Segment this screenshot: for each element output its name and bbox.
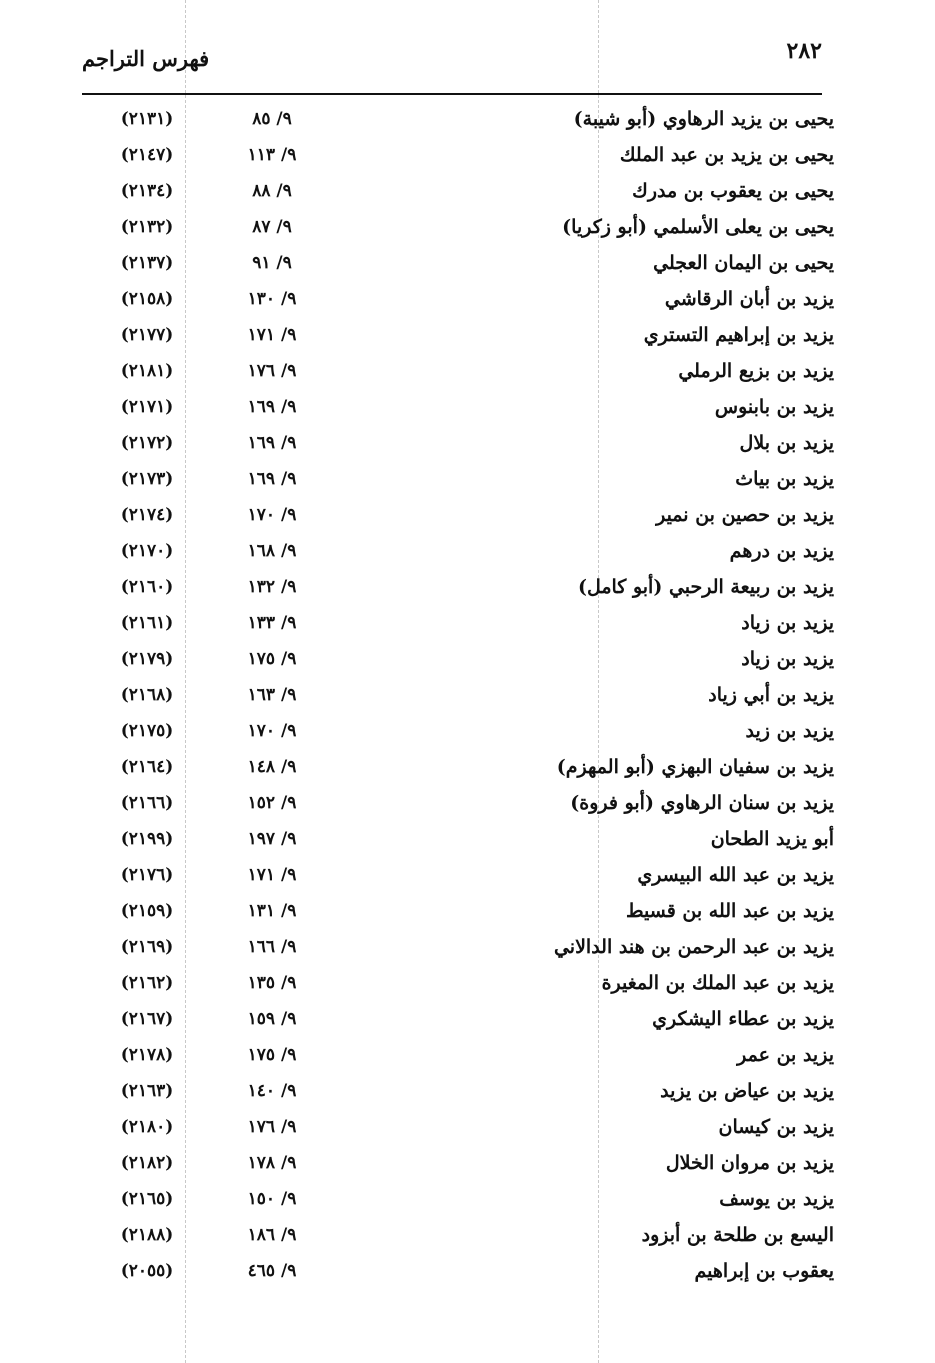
entry-volume-page: ٩/ ٩١ <box>252 253 292 273</box>
index-entry <box>82 965 834 1001</box>
entry-name: يزيد بن يوسف <box>719 1188 834 1210</box>
entry-biography-number: (٢١٨٨) <box>120 1225 174 1245</box>
entry-name: يزيد بن عمر <box>737 1044 834 1066</box>
entry-biography-number: (٢١٦٧) <box>120 1009 174 1029</box>
entry-biography-number: (٢١٧٦) <box>120 865 174 885</box>
index-entry <box>82 425 834 461</box>
entry-biography-number: (٢١٨٠) <box>120 1117 174 1137</box>
entry-name: يزيد بن زيد <box>745 720 834 742</box>
entry-volume-page: ٩/ ١٧١ <box>247 865 297 885</box>
index-entry <box>82 1145 834 1181</box>
index-entry <box>82 749 834 785</box>
entry-name: يزيد بن درهم <box>729 540 834 562</box>
entry-name: يزيد بن ربيعة الرحبي (أبو كامل) <box>577 576 834 598</box>
entry-name: يزيد بن زياد <box>741 648 834 670</box>
entry-biography-number: (٢١٦٠) <box>120 577 174 597</box>
entry-biography-number: (٢١٦٣) <box>120 1081 174 1101</box>
entry-biography-number: (٢١٨١) <box>120 361 174 381</box>
entry-name: يزيد بن بلال <box>739 432 834 454</box>
index-entry <box>82 137 834 173</box>
entry-name: يزيد بن بياث <box>735 468 834 490</box>
entry-name: أبو يزيد الطحان <box>710 828 834 850</box>
index-entry <box>82 1109 834 1145</box>
entry-volume-page: ٩/ ١٣٠ <box>247 289 297 309</box>
entry-volume-page: ٩/ ١٧٨ <box>247 1153 297 1173</box>
entry-name: يزيد بن أبان الرقاشي <box>664 288 834 310</box>
index-entry <box>82 317 834 353</box>
index-entry <box>82 461 834 497</box>
entry-name: يزيد بن بابنوس <box>714 396 834 418</box>
entry-biography-number: (٢١٦١) <box>120 613 174 633</box>
index-entry <box>82 1001 834 1037</box>
entry-biography-number: (٢١٧٨) <box>120 1045 174 1065</box>
entry-name: يزيد بن سنان الرهاوي (أبو فروة) <box>570 792 834 814</box>
index-entry <box>82 677 834 713</box>
index-entry <box>82 209 834 245</box>
index-entry <box>82 821 834 857</box>
entry-name: يحيى بن يعقوب بن مدرك <box>632 180 834 202</box>
entry-name: يزيد بن حصين بن نمير <box>656 504 834 526</box>
index-entry <box>82 101 834 137</box>
index-entry <box>82 1217 834 1253</box>
entry-volume-page: ٩/ ٨٨ <box>252 181 292 201</box>
entry-volume-page: ٩/ ١٦٣ <box>247 685 297 705</box>
entry-biography-number: (٢١٧٣) <box>120 469 174 489</box>
index-entry <box>82 785 834 821</box>
entry-name: يزيد بن عطاء اليشكري <box>652 1008 834 1030</box>
index-entry <box>82 389 834 425</box>
index-entries <box>82 101 834 1289</box>
index-entry <box>82 245 834 281</box>
entry-name: يحيى بن يعلى الأسلمي (أبو زكريا) <box>562 216 834 238</box>
index-entry <box>82 929 834 965</box>
index-entry <box>82 173 834 209</box>
entry-name: يزيد بن بزيع الرملي <box>678 360 834 382</box>
entry-name: يزيد بن زياد <box>741 612 834 634</box>
entry-name: يزيد بن مروان الخلال <box>665 1152 834 1174</box>
entry-volume-page: ٩/ ١١٣ <box>247 145 297 165</box>
entry-volume-page: ٩/ ١٣٣ <box>247 613 297 633</box>
entry-name: يزيد بن عبد الله البيسري <box>637 864 834 886</box>
entry-biography-number: (٢١٩٩) <box>120 829 174 849</box>
index-entry <box>82 1073 834 1109</box>
entry-name: يزيد بن كيسان <box>718 1116 834 1138</box>
entry-volume-page: ٩/ ١٧٥ <box>247 1045 297 1065</box>
entry-volume-page: ٩/ ١٤٠ <box>247 1081 297 1101</box>
entry-volume-page: ٩/ ١٥٠ <box>247 1189 297 1209</box>
entry-biography-number: (٢١٦٢) <box>120 973 174 993</box>
entry-biography-number: (٢١٧٠) <box>120 541 174 561</box>
entry-volume-page: ٩/ ١٦٩ <box>247 397 297 417</box>
entry-volume-page: ٩/ ١٧٦ <box>247 361 297 381</box>
entry-name: يحيى بن يزيد بن عبد الملك <box>619 144 834 166</box>
index-entry <box>82 641 834 677</box>
entry-volume-page: ٩/ ١٦٩ <box>247 469 297 489</box>
page-header <box>82 38 822 88</box>
entry-volume-page: ٩/ ١٧٥ <box>247 649 297 669</box>
entry-name: يحيى بن يزيد الرهاوي (أبو شيبة) <box>573 108 834 130</box>
index-entry <box>82 857 834 893</box>
entry-volume-page: ٩/ ٨٥ <box>252 109 292 129</box>
entry-name: يزيد بن عبد الرحمن بن هند الدالاني <box>553 936 834 958</box>
index-entry <box>82 893 834 929</box>
entry-biography-number: (٢١٧١) <box>120 397 174 417</box>
entry-name: يعقوب بن إبراهيم <box>694 1260 834 1282</box>
entry-volume-page: ٩/ ١٨٦ <box>247 1225 297 1245</box>
entry-volume-page: ٩/ ١٦٨ <box>247 541 297 561</box>
entry-volume-page: ٩/ ١٥٢ <box>247 793 297 813</box>
entry-name: يزيد بن عبد الملك بن المغيرة <box>601 972 834 994</box>
entry-volume-page: ٩/ ١٧١ <box>247 325 297 345</box>
entry-name: يزيد بن عبد الله بن قسيط <box>626 900 834 922</box>
entry-biography-number: (٢١٦٨) <box>120 685 174 705</box>
entry-volume-page: ٩/ ١٣١ <box>247 901 297 921</box>
entry-biography-number: (٢١٣٤) <box>120 181 174 201</box>
entry-biography-number: (٢١٧٧) <box>120 325 174 345</box>
entry-biography-number: (٢١٥٨) <box>120 289 174 309</box>
entry-biography-number: (٢١٣٢) <box>120 217 174 237</box>
index-entry <box>82 1181 834 1217</box>
entry-volume-page: ٩/ ١٣٥ <box>247 973 297 993</box>
entry-name: يحيى بن اليمان العجلي <box>653 252 834 274</box>
entry-name: يزيد بن عياض بن يزيد <box>660 1080 834 1102</box>
entry-biography-number: (٢١٦٩) <box>120 937 174 957</box>
index-entry <box>82 1037 834 1073</box>
entry-name: يزيد بن إبراهيم التستري <box>643 324 834 346</box>
entry-volume-page: ٩/ ٨٧ <box>252 217 292 237</box>
entry-volume-page: ٩/ ١٦٩ <box>247 433 297 453</box>
index-entry <box>82 605 834 641</box>
entry-biography-number: (٢١٣٧) <box>120 253 174 273</box>
page-number: ٢٨٢ <box>786 38 822 64</box>
index-entry <box>82 533 834 569</box>
index-entry <box>82 497 834 533</box>
entry-biography-number: (٢١٧٢) <box>120 433 174 453</box>
entry-biography-number: (٢١٦٤) <box>120 757 174 777</box>
index-entry <box>82 1253 834 1289</box>
entry-biography-number: (٢١٧٤) <box>120 505 174 525</box>
entry-volume-page: ٩/ ١٥٩ <box>247 1009 297 1029</box>
entry-volume-page: ٩/ ١٣٢ <box>247 577 297 597</box>
entry-biography-number: (٢٠٥٥) <box>120 1261 174 1281</box>
entry-biography-number: (٢١٥٩) <box>120 901 174 921</box>
entry-biography-number: (٢١٦٦) <box>120 793 174 813</box>
running-title: فهرس التراجم <box>82 46 210 71</box>
index-entry <box>82 713 834 749</box>
entry-name: يزيد بن سفيان البهزي (أبو المهزم) <box>556 756 834 778</box>
entry-volume-page: ٩/ ١٧٠ <box>247 505 297 525</box>
entry-biography-number: (٢١٤٧) <box>120 145 174 165</box>
index-entry <box>82 281 834 317</box>
index-entry <box>82 569 834 605</box>
entry-volume-page: ٩/ ١٤٨ <box>247 757 297 777</box>
entry-biography-number: (٢١٣١) <box>120 109 174 129</box>
entry-biography-number: (٢١٦٥) <box>120 1189 174 1209</box>
entry-volume-page: ٩/ ١٩٧ <box>247 829 297 849</box>
entry-name: يزيد بن أبي زياد <box>708 684 834 706</box>
entry-volume-page: ٩/ ٤٦٥ <box>247 1261 297 1281</box>
entry-biography-number: (٢١٧٥) <box>120 721 174 741</box>
header-rule <box>82 93 822 95</box>
index-entry <box>82 353 834 389</box>
entry-volume-page: ٩/ ١٧٦ <box>247 1117 297 1137</box>
entry-volume-page: ٩/ ١٦٦ <box>247 937 297 957</box>
entry-name: اليسع بن طلحة بن أبزود <box>641 1224 834 1246</box>
entry-biography-number: (٢١٨٢) <box>120 1153 174 1173</box>
entry-volume-page: ٩/ ١٧٠ <box>247 721 297 741</box>
entry-biography-number: (٢١٧٩) <box>120 649 174 669</box>
